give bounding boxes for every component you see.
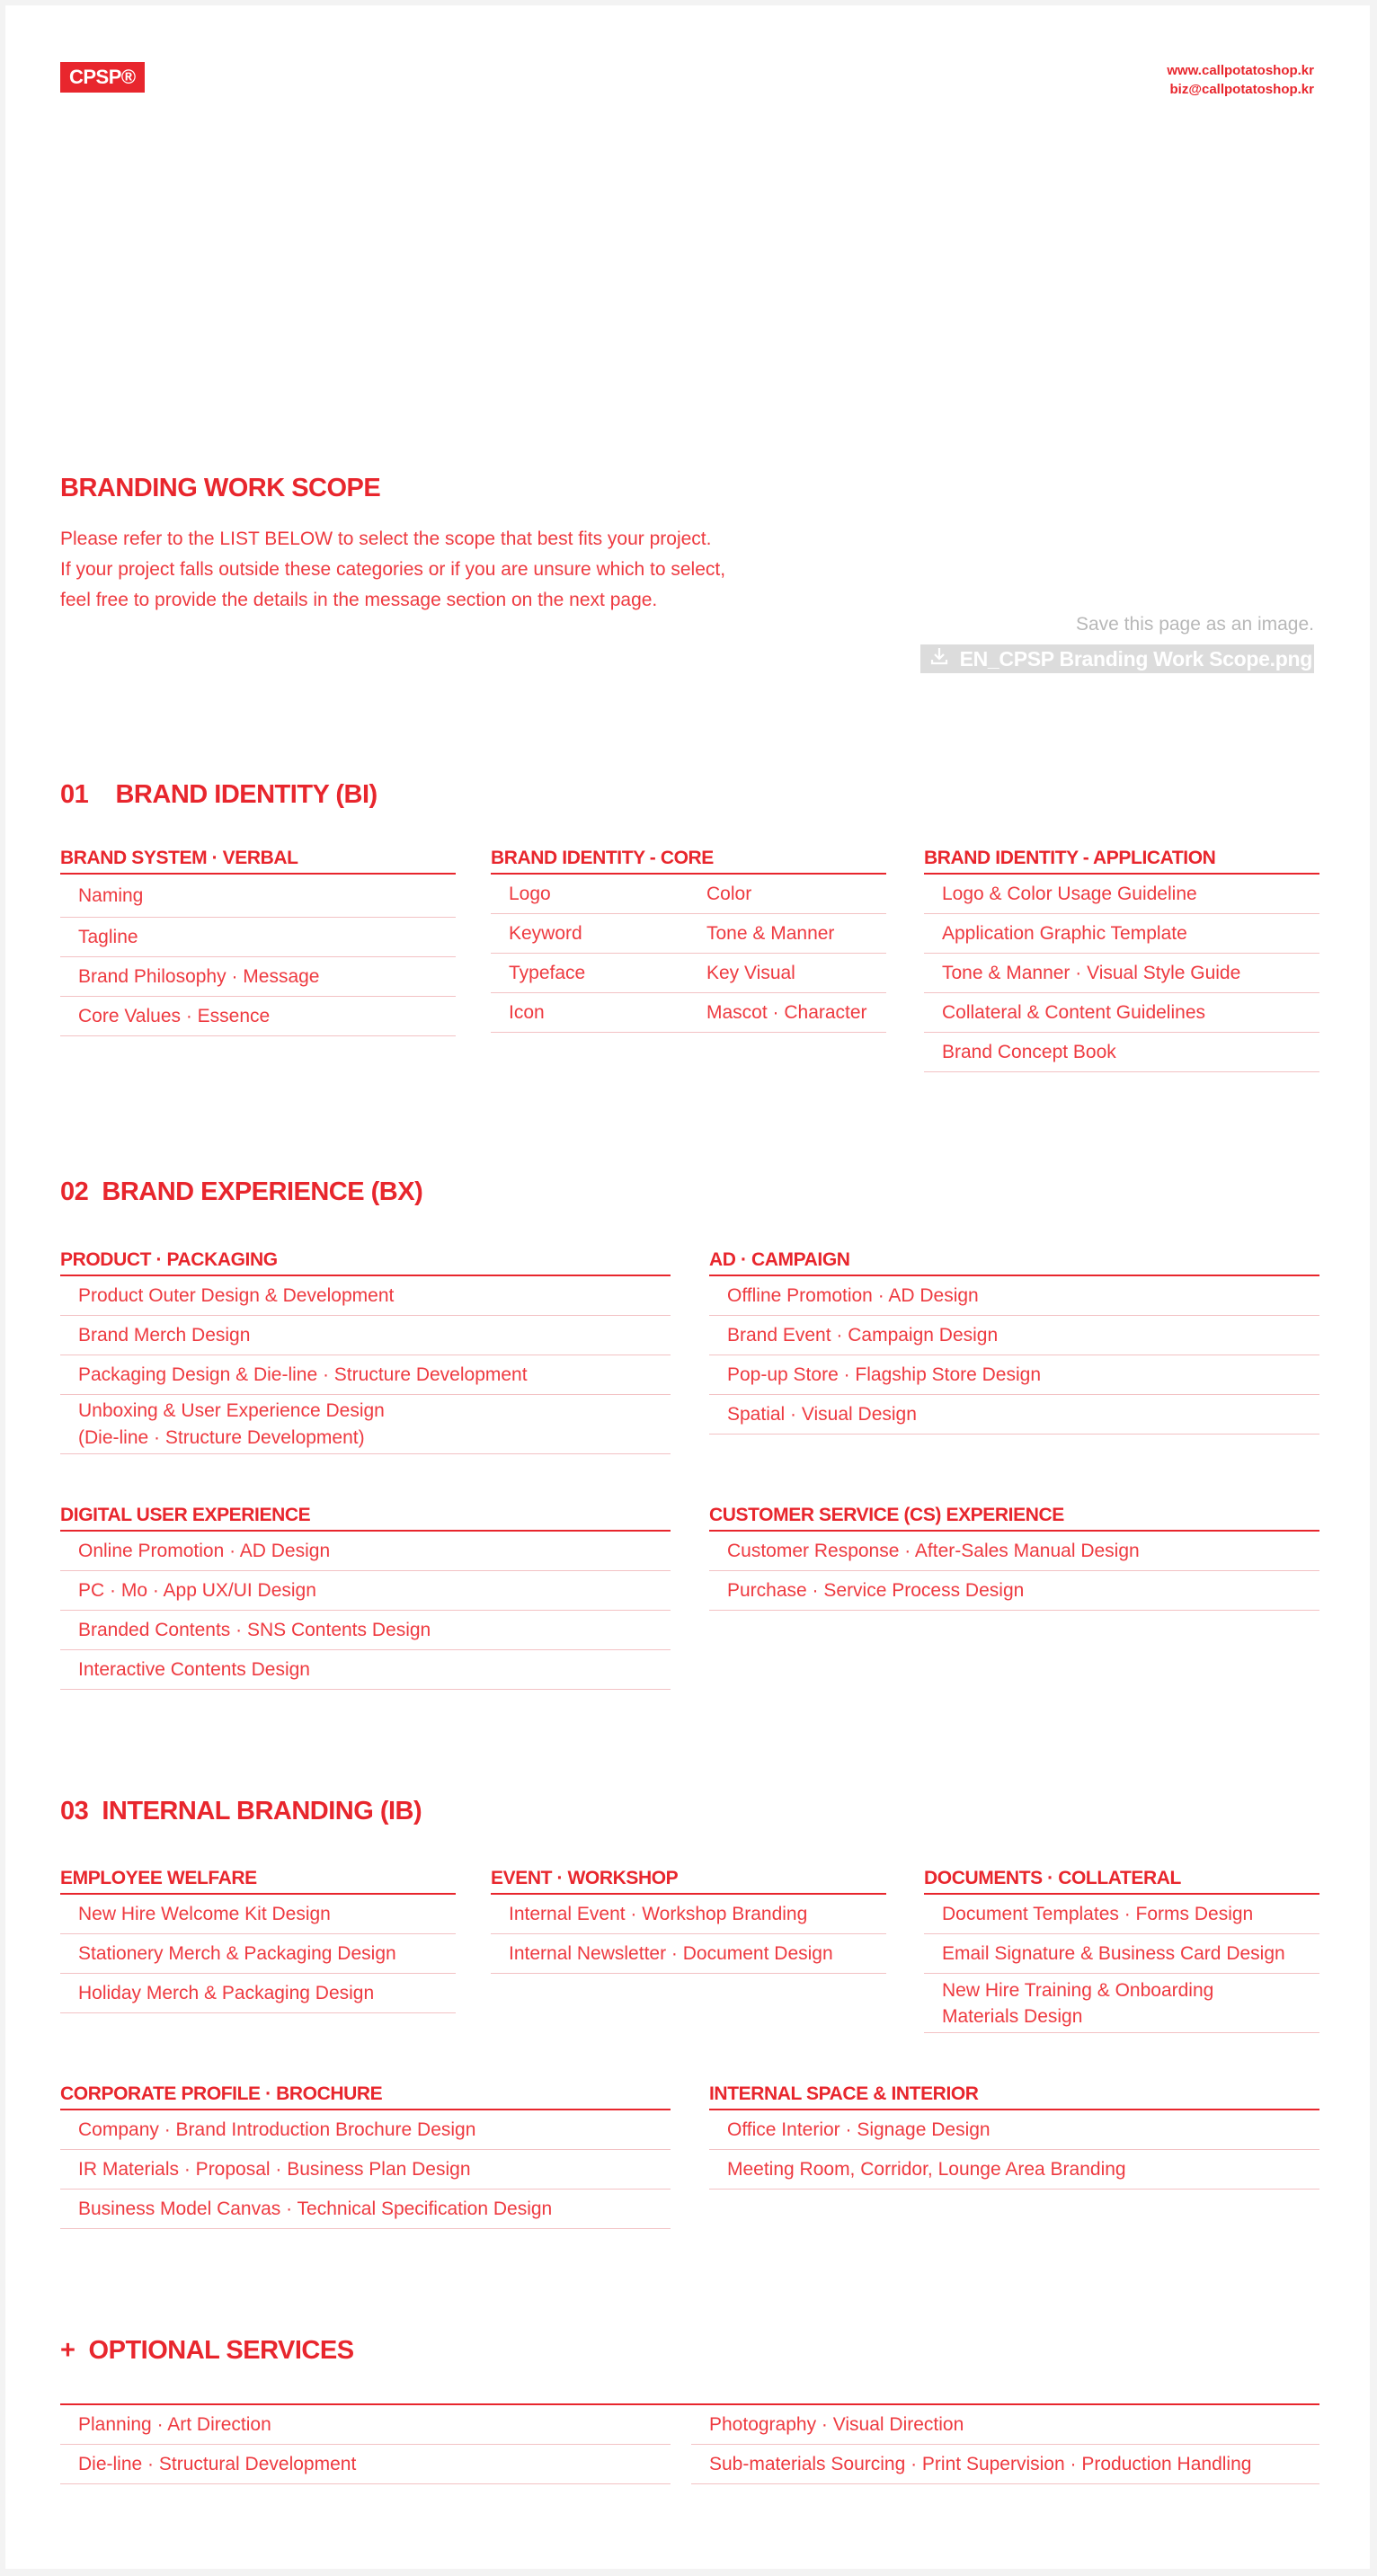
list-item-multiline [60,1395,671,1454]
group-brand-identity-core [491,846,886,1033]
contact-info [1167,61,1314,99]
list-item-line: Materials Design [942,2005,1083,2027]
list-item: Business Model Canvas · Technical Specification Design [60,2190,671,2229]
group-heading: BRAND SYSTEM · VERBAL [60,846,456,875]
website-link[interactable]: www.callpotatoshop.kr [1167,63,1314,78]
list-row [491,875,886,914]
intro-text [60,524,725,616]
page [5,5,1370,2569]
list-item: Logo & Color Usage Guideline [924,875,1319,914]
list-item: Tone & Manner · Visual Style Guide [924,954,1319,993]
list-item: PC · Mo · App UX/UI Design [60,1571,671,1611]
list-item: New Hire Welcome Kit Design [60,1895,456,1934]
group-corporate-profile [60,2082,671,2229]
list-item: Pop-up Store · Flagship Store Design [709,1355,1319,1395]
list-item: Planning · Art Direction [60,2405,671,2445]
download-filename: EN_CPSP Branding Work Scope.png [959,646,1312,671]
group-digital-user-experience [60,1503,671,1690]
list-item: Brand Concept Book [924,1033,1319,1072]
list-row [491,914,886,954]
group-brand-identity-application [924,846,1319,1072]
list-item: Purchase · Service Process Design [709,1571,1319,1611]
group-heading: DOCUMENTS · COLLATERAL [924,1866,1319,1895]
group-optional-left [60,2405,671,2484]
group-employee-welfare [60,1866,456,2013]
section-title-ib: 03 INTERNAL BRANDING (IB) [60,1797,422,1825]
list-item: IR Materials · Proposal · Business Plan Design [60,2150,671,2190]
list-item: Stationery Merch & Packaging Design [60,1934,456,1974]
group-heading: DIGITAL USER EXPERIENCE [60,1503,671,1532]
group-product-packaging [60,1248,671,1454]
group-heading: CORPORATE PROFILE · BROCHURE [60,2082,671,2110]
list-item: Brand Merch Design [60,1316,671,1355]
section-title-bx: 02 BRAND EXPERIENCE (BX) [60,1177,423,1206]
download-icon [929,646,949,671]
list-item: Product Outer Design & Development [60,1276,671,1316]
list-item: Interactive Contents Design [60,1650,671,1690]
group-heading: PRODUCT · PACKAGING [60,1248,671,1276]
list-row [491,993,886,1033]
group-brand-system-verbal [60,846,456,1036]
list-item-line: (Die-line · Structure Development) [78,1426,365,1448]
group-heading: EVENT · WORKSHOP [491,1866,886,1895]
list-item: Branded Contents · SNS Contents Design [60,1611,671,1650]
list-item-line: New Hire Training & Onboarding [942,1979,1214,2001]
list-item: Sub-materials Sourcing · Print Supervision · Production Handling [691,2445,1319,2484]
list-item: Document Templates · Forms Design [924,1895,1319,1934]
list-item: Company · Brand Introduction Brochure Design [60,2110,671,2150]
list-item: Core Values · Essence [60,997,456,1036]
list-item: Customer Response · After-Sales Manual Design [709,1532,1319,1571]
list-item: Tone & Manner [706,922,835,944]
cpsp-logo[interactable]: CPSP® [60,62,145,93]
list-row [491,954,886,993]
intro-line: Please refer to the LIST BELOW to select the scope that best fits your project. [60,529,712,549]
group-event-workshop [491,1866,886,1974]
group-ad-campaign [709,1248,1319,1435]
group-heading: BRAND IDENTITY - CORE [491,846,886,875]
list-item: Brand Event · Campaign Design [709,1316,1319,1355]
group-internal-space [709,2082,1319,2190]
list-item: Collateral & Content Guidelines [924,993,1319,1033]
list-item: Spatial · Visual Design [709,1395,1319,1435]
section-title-optional: + OPTIONAL SERVICES [60,2336,354,2365]
group-heading: EMPLOYEE WELFARE [60,1866,456,1895]
intro-line: feel free to provide the details in the message section on the next page. [60,590,658,610]
list-item: Office Interior · Signage Design [709,2110,1319,2150]
list-item: Logo [509,883,551,904]
group-heading: BRAND IDENTITY - APPLICATION [924,846,1319,875]
email-link[interactable]: biz@callpotatoshop.kr [1169,82,1314,97]
list-item: Brand Philosophy · Message [60,957,456,997]
list-item: Keyword [509,922,582,944]
group-heading: AD · CAMPAIGN [709,1248,1319,1276]
group-customer-service [709,1503,1319,1611]
list-item: Meeting Room, Corridor, Lounge Area Branding [709,2150,1319,2190]
section-title-bi: 01 BRAND IDENTITY (BI) [60,780,378,809]
group-documents-collateral [924,1866,1319,2033]
list-item: Color [706,883,752,904]
download-image-button[interactable] [920,644,1314,673]
list-item: Mascot · Character [706,1001,867,1023]
group-heading: INTERNAL SPACE & INTERIOR [709,2082,1319,2110]
list-item: Online Promotion · AD Design [60,1532,671,1571]
list-item: Internal Event · Workshop Branding [491,1895,886,1934]
list-item: Internal Newsletter · Document Design [491,1934,886,1974]
list-item-line: Unboxing & User Experience Design [78,1399,385,1421]
list-item: Email Signature & Business Card Design [924,1934,1319,1974]
list-item: Photography · Visual Direction [691,2405,1319,2445]
intro-line: If your project falls outside these categories or if you are unsure which to select, [60,559,726,580]
save-hint: Save this page as an image. [1075,614,1314,635]
group-heading: CUSTOMER SERVICE (CS) EXPERIENCE [709,1503,1319,1532]
page-title: BRANDING WORK SCOPE [60,474,381,502]
list-item: Typeface [509,962,586,983]
list-item: Packaging Design & Die-line · Structure Development [60,1355,671,1395]
list-item: Key Visual [706,962,795,983]
list-item: Tagline [60,918,456,957]
list-item: Icon [509,1001,545,1023]
list-item: Die-line · Structural Development [60,2445,671,2484]
group-optional-right [691,2405,1319,2484]
list-item: Naming [60,875,456,918]
list-item: Holiday Merch & Packaging Design [60,1974,456,2013]
list-item-multiline [924,1974,1319,2033]
list-item: Application Graphic Template [924,914,1319,954]
list-item: Offline Promotion · AD Design [709,1276,1319,1316]
